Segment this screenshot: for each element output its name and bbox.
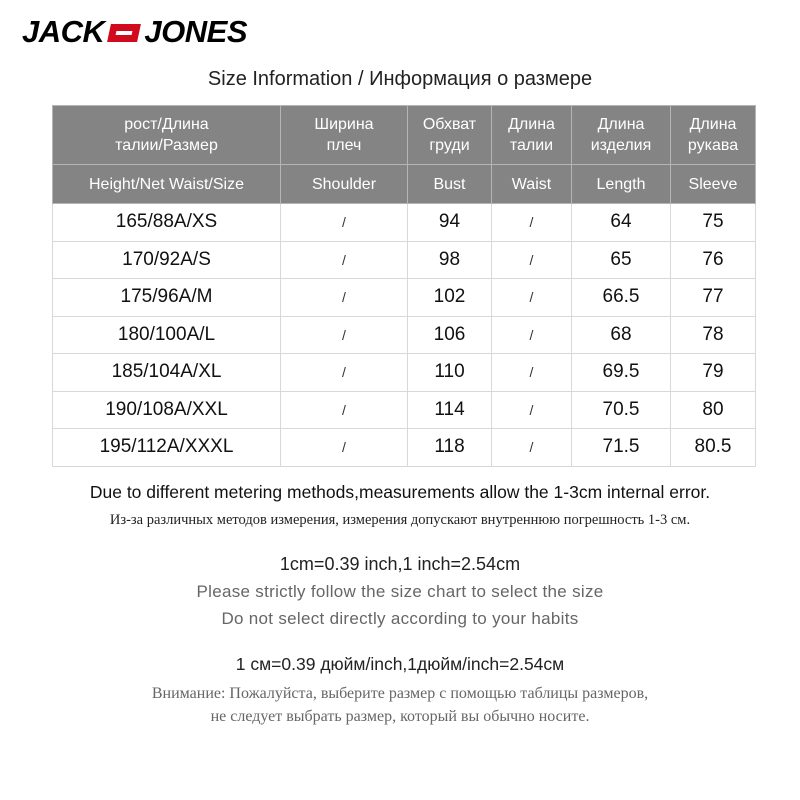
size-table xyxy=(52,105,756,467)
length-cell: 64 xyxy=(572,204,671,242)
header-en-bust: Bust xyxy=(408,165,492,204)
header-ru-sleeve: Длина рукава xyxy=(671,106,756,165)
brand-logo xyxy=(22,14,247,50)
warning-line2: не следует выбрать размер, который вы обычно носите. xyxy=(210,708,590,725)
shoulder-cell: / xyxy=(281,391,408,429)
waist-cell: / xyxy=(492,279,572,317)
error-note-en: Due to different metering methods,measurements allow the 1-3cm internal error. xyxy=(89,482,711,502)
length-cell: 65 xyxy=(572,241,671,279)
header-ru-length: Длина изделия xyxy=(572,106,671,165)
size-cell: 180/100A/L xyxy=(53,316,281,354)
length-cell: 68 xyxy=(572,316,671,354)
header-en-length: Length xyxy=(572,165,671,204)
sleeve-cell: 79 xyxy=(671,354,756,392)
sleeve-cell: 75 xyxy=(671,204,756,242)
page-title: Size Information / Информация о размере xyxy=(207,68,593,90)
shoulder-cell: / xyxy=(281,316,408,354)
sleeve-cell: 78 xyxy=(671,316,756,354)
sleeve-cell: 80.5 xyxy=(671,429,756,467)
size-cell: 195/112A/XXXL xyxy=(53,429,281,467)
waist-cell: / xyxy=(492,429,572,467)
header-en-waist: Waist xyxy=(492,165,572,204)
brand-flag-icon xyxy=(107,24,141,42)
error-note-ru: Из-за различных методов измерения, измерения допускают внутреннюю погрешность 1-3 см. xyxy=(109,512,691,528)
header-en-sleeve: Sleeve xyxy=(671,165,756,204)
header-en-shoulder: Shoulder xyxy=(281,165,408,204)
table-row xyxy=(53,429,756,467)
length-cell: 71.5 xyxy=(572,429,671,467)
unit-conversion-ru: 1 см=0.39 дюйм/inch,1дюйм/inch=2.54см xyxy=(235,654,565,674)
sleeve-cell: 80 xyxy=(671,391,756,429)
shoulder-cell: / xyxy=(281,204,408,242)
size-cell: 185/104A/XL xyxy=(53,354,281,392)
size-cell: 170/92A/S xyxy=(53,241,281,279)
shoulder-cell: / xyxy=(281,241,408,279)
header-ru-shoulder: Ширина плеч xyxy=(281,106,408,165)
bust-cell: 102 xyxy=(408,279,492,317)
size-hint-line2: Do not select directly according to your habits xyxy=(221,609,579,628)
shoulder-cell: / xyxy=(281,279,408,317)
waist-cell: / xyxy=(492,204,572,242)
size-cell: 175/96A/M xyxy=(53,279,281,317)
header-row-ru xyxy=(53,106,756,165)
table-row xyxy=(53,316,756,354)
sleeve-cell: 77 xyxy=(671,279,756,317)
length-cell: 66.5 xyxy=(572,279,671,317)
brand-name-right: JONES xyxy=(144,14,248,49)
length-cell: 69.5 xyxy=(572,354,671,392)
table-row xyxy=(53,279,756,317)
unit-conversion-en: 1cm=0.39 inch,1 inch=2.54cm xyxy=(279,554,521,574)
bust-cell: 94 xyxy=(408,204,492,242)
header-ru-size: рост/Длина талии/Размер xyxy=(53,106,281,165)
table-row xyxy=(53,241,756,279)
size-hint-line1: Please strictly follow the size chart to select the size xyxy=(196,582,604,601)
size-cell: 165/88A/XS xyxy=(53,204,281,242)
waist-cell: / xyxy=(492,354,572,392)
waist-cell: / xyxy=(492,316,572,354)
warning-line1: Внимание: Пожалуйста, выберите размер с помощью таблицы размеров, xyxy=(151,685,649,702)
bust-cell: 98 xyxy=(408,241,492,279)
bust-cell: 106 xyxy=(408,316,492,354)
size-cell: 190/108A/XXL xyxy=(53,391,281,429)
shoulder-cell: / xyxy=(281,354,408,392)
length-cell: 70.5 xyxy=(572,391,671,429)
bust-cell: 114 xyxy=(408,391,492,429)
brand-name-left: JACK xyxy=(22,14,105,49)
table-row xyxy=(53,204,756,242)
waist-cell: / xyxy=(492,241,572,279)
header-ru-waist: Длина талии xyxy=(492,106,572,165)
shoulder-cell: / xyxy=(281,429,408,467)
sleeve-cell: 76 xyxy=(671,241,756,279)
table-row xyxy=(53,354,756,392)
waist-cell: / xyxy=(492,391,572,429)
header-ru-bust: Обхват груди xyxy=(408,106,492,165)
header-row-en xyxy=(53,165,756,204)
header-en-size: Height/Net Waist/Size xyxy=(53,165,281,204)
bust-cell: 110 xyxy=(408,354,492,392)
table-row xyxy=(53,391,756,429)
bust-cell: 118 xyxy=(408,429,492,467)
